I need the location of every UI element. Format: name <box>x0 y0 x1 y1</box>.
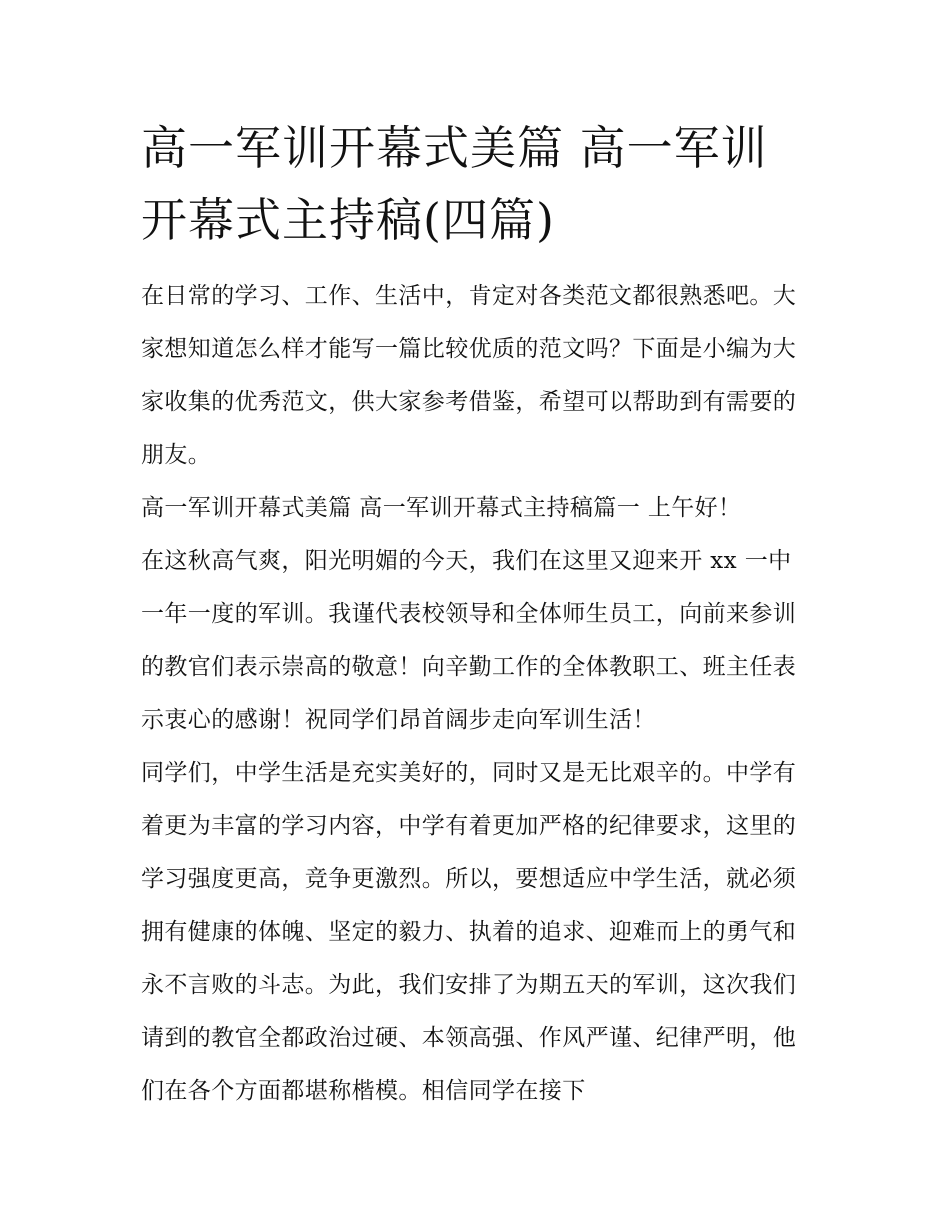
intro-paragraph: 在日常的学习、工作、生活中，肯定对各类范文都很熟悉吧。大家想知道怎么样才能写一篇比较优质的范文吗？下面是小编为大家收集的优秀范文，供大家参考借鉴，希望可以帮助到有需要的朋友。 <box>141 283 797 468</box>
document-title <box>141 112 813 256</box>
greeting-paragraph: 在这秋高气爽，阳光明媚的今天，我们在这里又迎来开 xx 一中一年一度的军训。我谨代表校领导和全体师生员工，向前来参训的教官们表示崇高的敬意！向辛勤工作的全体教职工、班主任表示衷心的感谢！祝同学们昂首阔步走向军训生活！ <box>141 548 797 733</box>
document-body <box>141 112 813 1118</box>
title-line-1: 高一军训开幕式美篇 高一军训 <box>141 121 768 175</box>
body-paragraph: 同学们，中学生活是充实美好的，同时又是无比艰辛的。中学有着更为丰富的学习内容，中学有着更加严格的纪律要求，这里的学习强度更高，竞争更激烈。所以，要想适应中学生活，就必须拥有健康的体魄、坚定的毅力、执着的追求、迎难而上的勇气和永不言败的斗志。为此，我们安排了为期五天的军训，这次我们请到的教官全都政治过硬、本领高强、作风严谨、纪律严明，他们在各个方面都堪称楷模。相信同学在接下 <box>141 760 797 1104</box>
section-heading-paragraph: 高一军训开幕式美篇 高一军训开幕式主持稿篇一 上午好！ <box>141 495 742 521</box>
title-line-2: 开幕式主持稿(四篇) <box>141 193 555 247</box>
